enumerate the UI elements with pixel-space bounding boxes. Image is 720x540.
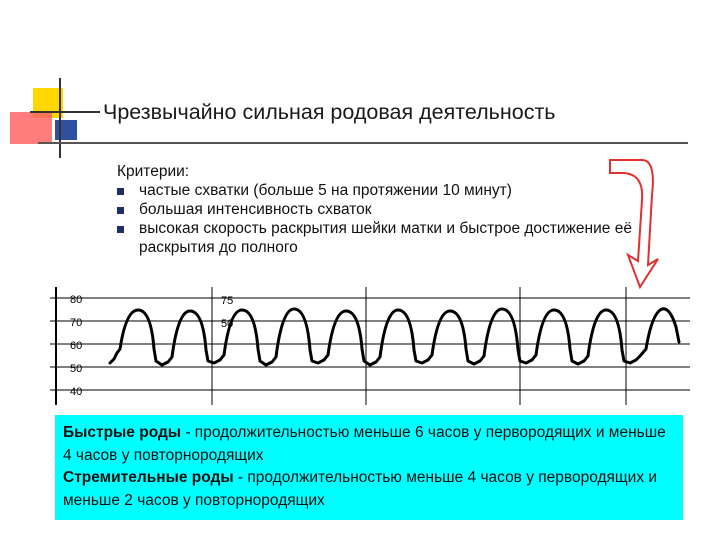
criteria-item-text: высокая скорость раскрытия шейки матки и быстрое достижение её раскрытия до полного: [139, 220, 632, 256]
y-tick-label: 70: [70, 317, 83, 329]
criteria-item: [117, 219, 637, 257]
fast-delivery-definition: [63, 422, 675, 467]
y-tick-label: 80: [70, 294, 83, 306]
criteria-item-text: большая интенсивность схваток: [139, 201, 372, 218]
rapid-delivery-definition: [63, 467, 675, 512]
definitions-box: [55, 415, 683, 520]
y-tick-label: 50: [70, 363, 83, 375]
chart-annotation: 75: [221, 295, 234, 307]
criteria-block: [117, 162, 637, 257]
contraction-trace-line: [110, 309, 679, 365]
title-divider: [38, 142, 688, 144]
y-tick-label: 40: [70, 386, 83, 398]
fast-delivery-text: - продолжительностью меньше 6 часов у первородящих и меньше 4 часов у повторнородящих: [63, 424, 666, 464]
square-bullet-icon: [117, 207, 124, 214]
contraction-chart: [50, 287, 690, 407]
square-bullet-icon: [117, 188, 124, 195]
logo-red-square: [10, 112, 52, 144]
logo-blue-square: [55, 120, 77, 140]
square-bullet-icon: [117, 226, 124, 233]
criteria-item: [117, 200, 637, 219]
criteria-item: [117, 181, 637, 200]
criteria-item-text: частые схватки (больше 5 на протяжении 10 минут): [139, 182, 512, 199]
fast-delivery-term: Быстрые роды: [63, 424, 182, 441]
rapid-delivery-text: - продолжительностью меньше 4 часов у первородящих и меньше 2 часов у повторнородящих: [63, 469, 658, 509]
rapid-delivery-term: Стремительные роды: [63, 469, 234, 486]
down-arrow-icon: [600, 155, 660, 290]
criteria-label: Критерии:: [117, 163, 190, 180]
decorative-logo: [0, 0, 100, 170]
criteria-list: [117, 181, 637, 257]
slide-title: Чрезвычайно сильная родовая деятельность: [103, 100, 556, 124]
chart-annotation: 50: [221, 318, 234, 330]
y-tick-label: 60: [70, 340, 83, 352]
